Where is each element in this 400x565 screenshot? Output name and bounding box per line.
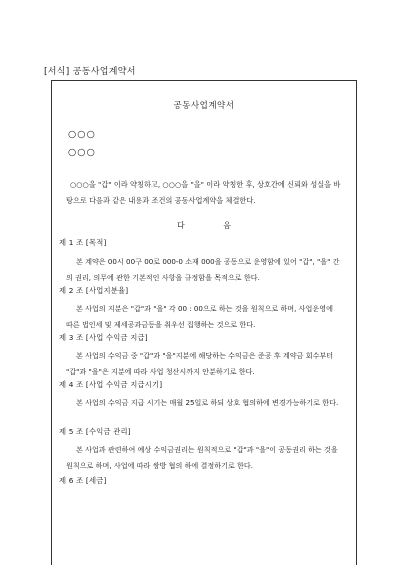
section-heading: 다 음 (177, 221, 249, 230)
intro-paragraph: ○○○을 "갑" 이라 약칭하고, ○○○을 "을" 이라 약칭한 후, 상호간에 신뢰와 성실을 바탕으로 다음과 같은 내용과 조건의 공동사업계약을 체결한다. (66, 180, 341, 205)
party-2: ○○○ (68, 147, 96, 158)
article-3-body: 본 사업의 수익금 중 "갑"과 "을"지분에 해당하는 수익금은 준공 후 계약금 회수부터 "갑"과 "을"은 지분에 따라 사업 청산시까지 안분하기로 한다. (66, 351, 334, 376)
article-4-body: 본 사업의 수익금 지급 시기는 매월 25일로 하되 상호 협의하에 변경가능하기로 한다. (76, 398, 339, 407)
document-title: 공동사업계약서 (173, 101, 235, 111)
article-2-body: 본 사업의 지분은 "갑"과 "을" 각 00 : 00으로 하는 것을 원칙으로 하며, 사업운영에 따른 법인세 및 제세공과금등을 취우선 집행하는 것으로 한다. (66, 304, 333, 329)
article-1-body: 본 계약은 00시 00구 00로 000-0 소재 000을 공동으로 운영함에 있어 "갑", "을" 간의 권리, 의무에 관한 기본적인 사항을 규정함을 목적으로 한다. (66, 257, 340, 282)
party-1: ○○○ (68, 129, 96, 140)
article-5-title: 제 5 조 [수익금 관리] (59, 427, 131, 436)
form-label: [서식] 공동사업계약서 (44, 67, 136, 77)
article-1-title: 제 1 조 [목적] (59, 238, 107, 247)
article-5-body: 본 사업과 관련하여 예상 수익금권리는 원칙적으로 "갑"과 "을"이 공동권리 하는 것을 원칙으로 하며, 사업에 따라 쌍방 협의 하에 결정하기로 한다. (66, 445, 338, 470)
article-6-title: 제 6 조 [세금] (59, 476, 107, 485)
article-2-title: 제 2 조 [사업지분율] (59, 286, 129, 295)
article-3-title: 제 3 조 [사업 수익금 지급] (59, 333, 148, 342)
article-4-title: 제 4 조 [사업 수익금 지급시기] (59, 380, 163, 389)
contract-document (51, 80, 357, 565)
